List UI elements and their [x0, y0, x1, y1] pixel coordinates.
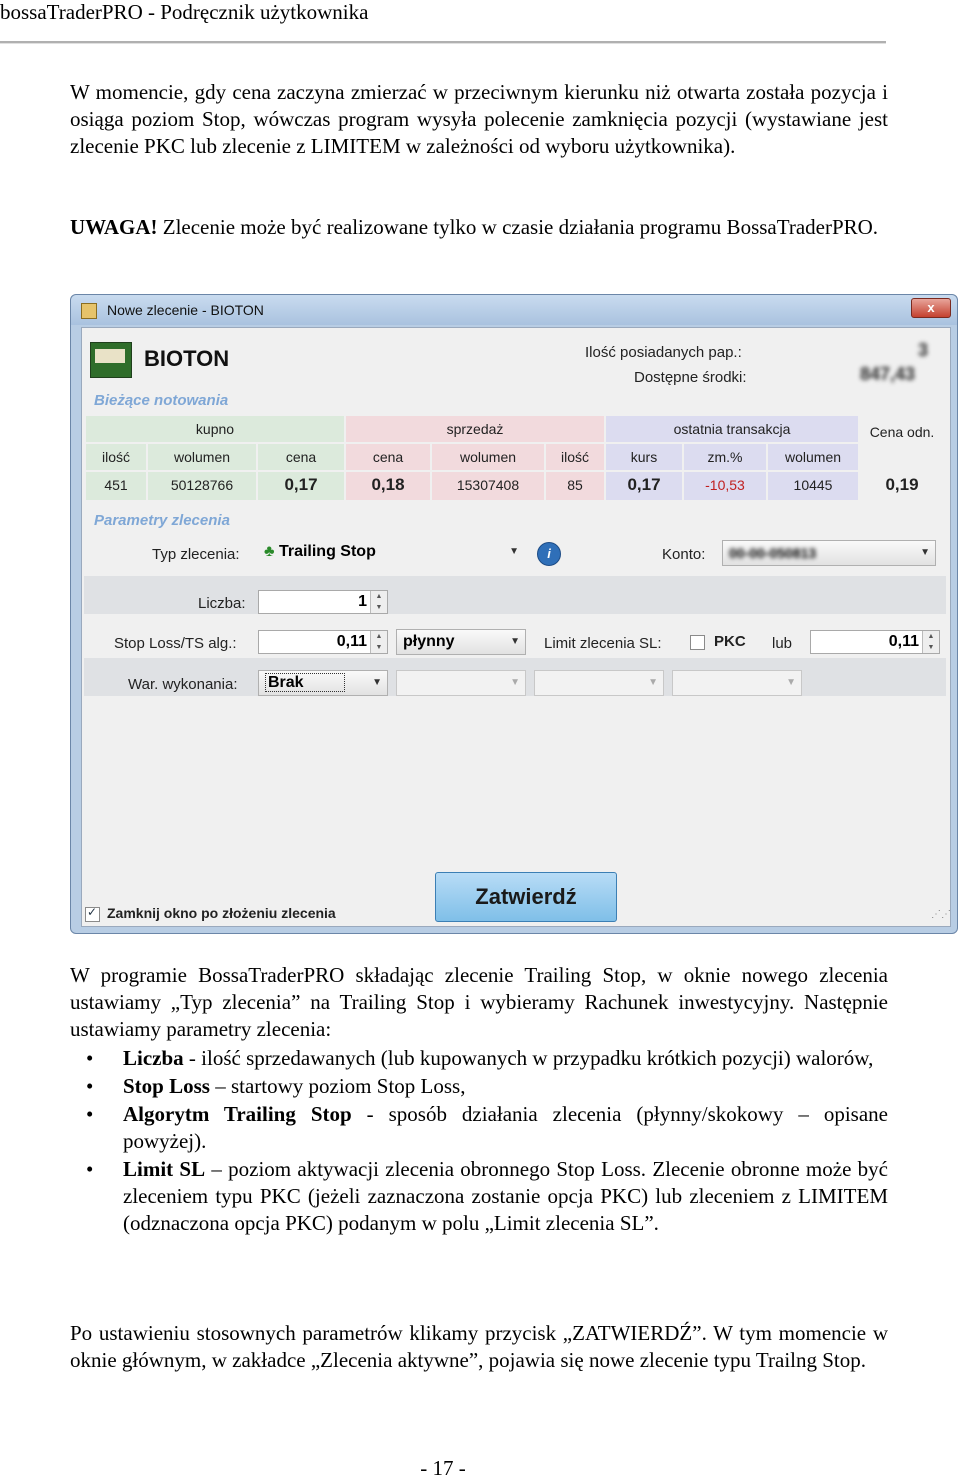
bullet-icon: •	[86, 1046, 94, 1070]
bullet-icon: •	[86, 1102, 94, 1126]
col-sell-price: cena	[346, 444, 430, 470]
exec-value: Brak	[265, 673, 345, 692]
chevron-down-icon: ▼	[920, 547, 930, 558]
count-value: 1	[358, 593, 367, 610]
stoploss-input[interactable]	[258, 630, 388, 654]
list-item-text: – startowy poziom Stop Loss,	[209, 1074, 466, 1098]
list-item-term: Algorytm Trailing Stop	[123, 1102, 352, 1126]
exec-select[interactable]	[258, 670, 388, 696]
limit-value: 0,11	[888, 633, 919, 650]
closing-paragraph: Po ustawieniu stosownych parametrów klikamy przycisk „ZATWIERDŹ”. W tym momencie w oknie głównym, w zakładce „Zlecenia aktywne”, pojawia się nowe zlecenie typu Trailng Stop.	[70, 1321, 888, 1372]
col-buy-volume: wolumen	[148, 444, 256, 470]
chevron-down-icon: ▼	[648, 677, 658, 688]
col-last-rate: kurs	[606, 444, 682, 470]
holdings-label: Ilość posiadanych pap.:	[585, 344, 742, 361]
clover-icon: ♣	[264, 543, 279, 560]
intro-paragraph: W momencie, gdy cena zaczyna zmierzać w przeciwnym kierunku niż otwarta została pozycja i osiąga poziom Stop, wówczas program wysyła polecenie zamknięcia pozycji (wystawiane jest zlecenie PKC lub zlecenie z LIMITEM w zależności od wyboru użytkownika).	[70, 80, 888, 158]
stoploss-label: Stop Loss/TS alg.:	[114, 635, 237, 652]
val-last-volume: 10445	[768, 472, 858, 500]
count-stepper[interactable]: ▲ ▼	[370, 591, 387, 613]
window-close-button[interactable]: x	[911, 298, 951, 318]
exec-label: War. wykonania:	[128, 676, 238, 693]
val-sell-price: 0,18	[346, 472, 430, 500]
stock-name: BIOTON	[144, 346, 230, 371]
list-item	[70, 1045, 888, 1072]
exec-option-select-1[interactable]	[396, 670, 526, 696]
bullet-icon: •	[86, 1157, 94, 1181]
list-item-text: – poziom aktywacji zlecenia obronnego Stop Loss. Zlecenie obronne może być zleceniem typu PKC (jeżeli zaznaczona zostanie opcja PKC) lub zleceniem z LIMITEM (odznaczona opcja PKC) podanym w polu „Limit zlecenia SL”.	[123, 1157, 888, 1235]
warning-paragraph	[70, 214, 888, 241]
chevron-down-icon: ▼	[372, 677, 382, 688]
document-header: bossaTraderPRO - Podręcznik użytkownika	[0, 0, 369, 24]
group-buy: kupno	[86, 416, 344, 442]
or-label: lub	[772, 635, 793, 652]
pkc-checkbox[interactable]	[690, 635, 705, 650]
body-paragraph: W programie BossaTraderPRO składając zlecenie Trailing Stop, w oknie nowego zlecenia ustawiamy „Typ zlecenia” na Trailing Stop i wybieramy Rachunek inwestycyjny. Następnie ustawiamy parametry zlecenia:	[70, 963, 888, 1041]
submit-button[interactable]: Zatwierdź	[435, 872, 617, 922]
list-item-text: - sposób działania zlecenia (płynny/skokowy – opisane powyżej).	[123, 1102, 888, 1153]
algo-value: płynny	[403, 633, 455, 650]
pkc-label: PKC	[714, 633, 746, 650]
stock-logo-icon	[90, 342, 132, 378]
bullet-icon: •	[86, 1074, 94, 1098]
list-item	[70, 1073, 888, 1100]
limit-stepper[interactable]: ▲ ▼	[922, 631, 939, 653]
list-item-term: Stop Loss	[123, 1074, 210, 1098]
list-item-text: - ilość sprzedawanych (lub kupowanych w przypadku krótkich pozycji) walorów,	[183, 1046, 874, 1070]
chevron-down-icon: ▼	[786, 677, 796, 688]
col-sell-qty: ilość	[546, 444, 604, 470]
funds-value: 847,43	[860, 364, 916, 384]
window-client-area	[81, 327, 951, 927]
resize-grip-icon[interactable]: ⋰⋰	[931, 909, 951, 920]
algo-select[interactable]	[396, 629, 526, 655]
window-titlebar	[71, 295, 957, 325]
chevron-down-icon: ▼	[510, 677, 520, 688]
limit-input[interactable]	[810, 630, 940, 654]
val-last-rate: 0,17	[606, 472, 682, 500]
params-section-title: Parametry zlecenia	[94, 512, 230, 529]
order-type-select[interactable]	[258, 540, 524, 566]
quotes-section-title: Bieżące notowania	[94, 392, 229, 409]
col-buy-qty: ilość	[86, 444, 146, 470]
info-icon[interactable]: i	[537, 542, 561, 566]
new-order-window	[70, 294, 958, 934]
close-after-checkbox[interactable]	[85, 907, 100, 922]
warning-text: Zlecenie może być realizowane tylko w czasie działania programu BossaTraderPRO.	[157, 215, 879, 239]
stoploss-value: 0,11	[336, 633, 367, 650]
warning-label: UWAGA!	[70, 215, 158, 239]
col-sell-volume: wolumen	[432, 444, 544, 470]
col-last-volume: wolumen	[768, 444, 858, 470]
list-item-term: Limit SL	[123, 1157, 206, 1181]
group-last-trade: ostatnia transakcja	[606, 416, 858, 442]
chevron-down-icon: ▼	[510, 636, 520, 647]
val-buy-volume: 50128766	[148, 472, 256, 500]
count-input[interactable]	[258, 590, 388, 614]
group-reference-price: Cena odn.	[860, 416, 944, 470]
val-reference-price: 0,19	[860, 472, 944, 500]
col-last-change: zm.%	[684, 444, 766, 470]
account-label: Konto:	[662, 546, 706, 563]
window-app-icon	[81, 303, 97, 319]
exec-option-select-2[interactable]	[534, 670, 664, 696]
val-buy-price: 0,17	[258, 472, 344, 500]
val-sell-volume: 15307408	[432, 472, 544, 500]
val-sell-qty: 85	[546, 472, 604, 500]
order-type-value: Trailing Stop	[278, 543, 376, 560]
close-after-label: Zamknij okno po złożeniu zlecenia	[107, 905, 336, 921]
header-divider	[0, 41, 886, 44]
holdings-value: 3	[918, 340, 929, 360]
list-item-term: Liczba	[123, 1046, 184, 1070]
account-value: 00-00-050813	[729, 545, 817, 561]
count-label: Liczba:	[198, 595, 246, 612]
val-last-change: -10,53	[684, 472, 766, 500]
chevron-down-icon: ▼	[509, 546, 519, 557]
stoploss-stepper[interactable]: ▲ ▼	[370, 631, 387, 653]
exec-option-select-3[interactable]	[672, 670, 802, 696]
order-type-label: Typ zlecenia:	[152, 546, 240, 563]
funds-label: Dostępne środki:	[634, 369, 747, 386]
val-buy-qty: 451	[86, 472, 146, 500]
parameter-list	[70, 1045, 888, 1238]
limit-label: Limit zlecenia SL:	[544, 635, 662, 652]
col-buy-price: cena	[258, 444, 344, 470]
account-select[interactable]	[722, 540, 936, 566]
page-number: - 17 -	[420, 1456, 466, 1480]
list-item	[70, 1101, 888, 1155]
group-sell: sprzedaż	[346, 416, 604, 442]
window-title: Nowe zlecenie - BIOTON	[107, 302, 264, 318]
list-item	[70, 1156, 888, 1237]
